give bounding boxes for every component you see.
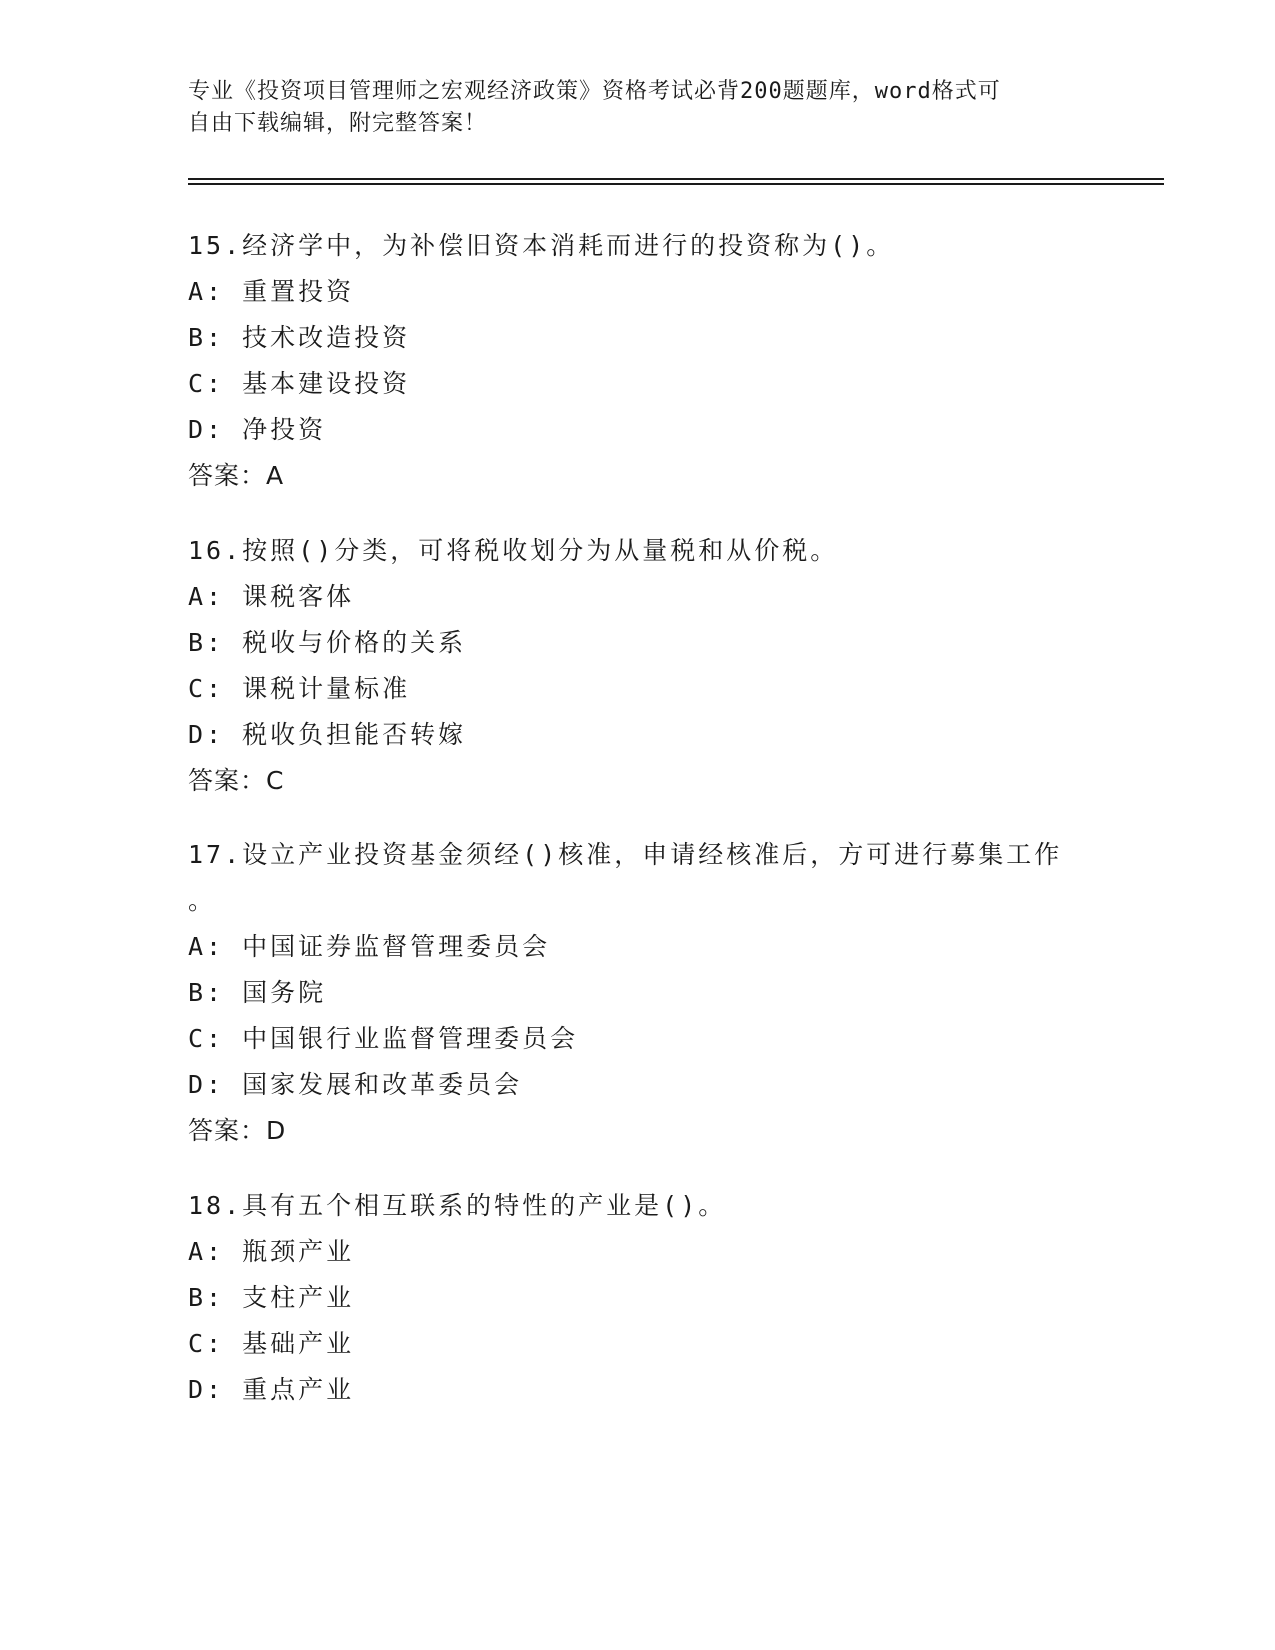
option-b: B: 国务院 [188, 978, 327, 1007]
option-b: B: 支柱产业 [188, 1283, 355, 1312]
answer: 答案：A [188, 461, 285, 490]
option-d: D: 国家发展和改革委员会 [188, 1070, 523, 1099]
question-17 [188, 832, 1088, 1154]
option-c: C: 课税计量标准 [188, 674, 411, 703]
question-stem: 18.具有五个相互联系的特性的产业是()。 [188, 1191, 727, 1220]
option-b: B: 技术改造投资 [188, 323, 411, 352]
header-divider [188, 178, 1164, 185]
answer: 答案：C [188, 766, 285, 795]
option-a: A: 中国证券监督管理委员会 [188, 932, 551, 961]
header-line-2: 自由下载编辑，附完整答案！ [188, 111, 488, 136]
question-16 [188, 528, 1088, 804]
question-stem: 16.按照()分类，可将税收划分为从量税和从价税。 [188, 536, 839, 565]
question-18 [188, 1183, 1088, 1413]
question-15 [188, 223, 1088, 499]
question-stem: 17.设立产业投资基金须经()核准，申请经核准后，方可进行募集工作 [188, 840, 1063, 869]
header-line-1: 专业《投资项目管理师之宏观经济政策》资格考试必背200题题库，word格式可 [188, 79, 1001, 104]
option-a: A: 课税客体 [188, 582, 355, 611]
option-d: D: 重点产业 [188, 1375, 355, 1404]
option-c: C: 基础产业 [188, 1329, 355, 1358]
option-a: A: 瓶颈产业 [188, 1237, 355, 1266]
option-a: A: 重置投资 [188, 277, 355, 306]
question-stem: 15.经济学中，为补偿旧资本消耗而进行的投资称为()。 [188, 231, 895, 260]
option-d: D: 净投资 [188, 415, 327, 444]
answer: 答案：D [188, 1116, 287, 1145]
option-c: C: 基本建设投资 [188, 369, 411, 398]
question-stem-continuation: 。 [188, 886, 214, 915]
option-d: D: 税收负担能否转嫁 [188, 720, 467, 749]
option-b: B: 税收与价格的关系 [188, 628, 467, 657]
document-header [188, 76, 1088, 140]
option-c: C: 中国银行业监督管理委员会 [188, 1024, 579, 1053]
